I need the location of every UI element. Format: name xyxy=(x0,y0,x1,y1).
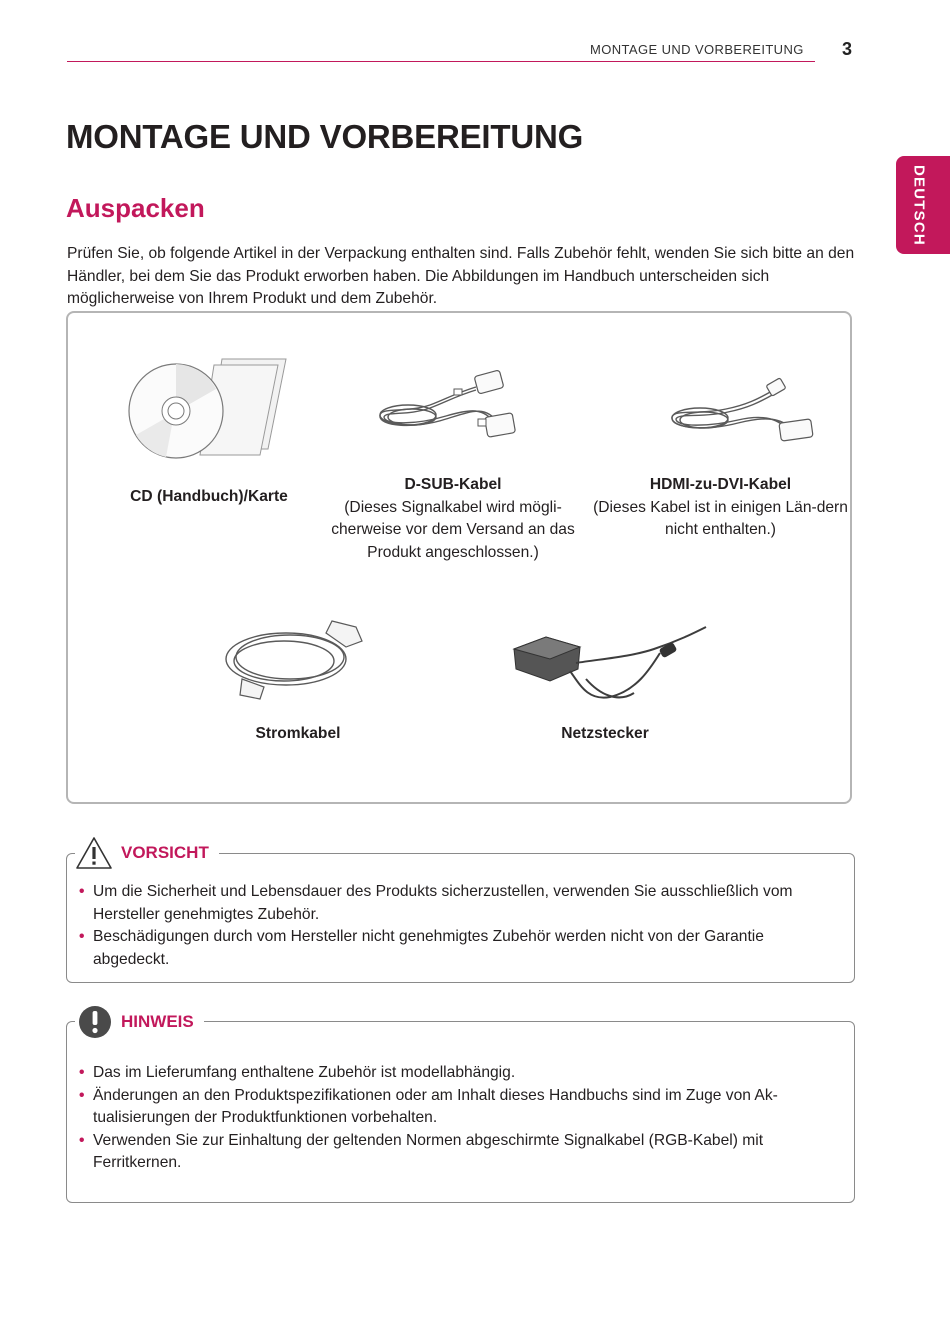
note-title: HINWEIS xyxy=(121,1012,194,1031)
caution-title: VORSICHT xyxy=(121,843,209,862)
caution-list xyxy=(79,881,819,971)
hdmi-dvi-cable-icon xyxy=(668,375,828,457)
list-item: • Verwenden Sie zur Einhaltung der geltenden Normen abgeschirmte Signalkabel (RGB-Kabel) mit Ferritkernen. xyxy=(79,1130,819,1175)
note-header xyxy=(75,1004,204,1040)
power-adapter-icon xyxy=(510,619,720,709)
note-list xyxy=(79,1062,819,1175)
intro-paragraph: Prüfen Sie, ob folgende Artikel in der Verpackung enthalten sind. Falls Zubehör fehlt, wenden Sie sich bitte an den Händler, bei dem Sie das Produkt erworben haben. Die Abbildungen im Handbuch unterscheiden sich möglicherweise von Ihrem Produkt und dem Zubehör. xyxy=(67,245,855,307)
language-tab xyxy=(896,156,950,254)
list-item: • Das im Lieferumfang enthaltene Zubehör ist modellabhängig. xyxy=(79,1062,819,1085)
accessory-name: Netzstecker xyxy=(561,725,649,742)
accessory-power-cord xyxy=(218,723,378,746)
accessory-name: HDMI-zu-DVI-Kabel xyxy=(649,476,792,493)
power-cord-icon xyxy=(220,609,368,705)
cd-card-icon xyxy=(126,353,290,465)
accessory-name: D-SUB-Kabel xyxy=(404,476,502,493)
accessory-power-adapter xyxy=(525,723,685,746)
accessory-dsub xyxy=(313,474,593,564)
accessory-note: (Dieses Kabel ist in einigen Län-dern nicht enthalten.) xyxy=(593,498,848,538)
language-tab-label: DEUTSCH xyxy=(910,164,928,246)
accessory-cd xyxy=(114,486,304,509)
running-header-section: MONTAGE UND VORBEREITUNG xyxy=(590,42,804,57)
dsub-cable-icon xyxy=(376,365,536,455)
warning-triangle-icon xyxy=(75,836,113,870)
accessory-box xyxy=(66,311,852,804)
accessory-name: Stromkabel xyxy=(255,725,341,742)
list-item: • Beschädigungen durch vom Hersteller nicht genehmigtes Zubehör werden nicht von der Garantie abgedeckt. xyxy=(79,926,819,971)
accessory-name: CD (Handbuch)/Karte xyxy=(130,488,288,505)
caution-box xyxy=(66,843,855,983)
list-item: • Änderungen an den Produktspezifikationen oder am Inhalt dieses Handbuchs sind im Zuge von Ak-tualisierungen der Produktfunktionen vorbehalten. xyxy=(79,1085,819,1130)
accessory-hdmi-dvi xyxy=(593,474,848,542)
accessory-note: (Dieses Signalkabel wird mögli-cherweise vor dem Versand an das Produkt angeschlossen.) xyxy=(331,498,575,561)
exclamation-circle-icon xyxy=(75,1004,113,1040)
list-item: • Um die Sicherheit und Lebensdauer des Produkts sicherzustellen, verwenden Sie ausschließlich vom Hersteller genehmigtes Zubehör. xyxy=(79,881,819,926)
caution-header xyxy=(75,836,219,870)
section-title: Auspacken xyxy=(66,193,205,223)
page-title: MONTAGE UND VORBEREITUNG xyxy=(66,118,584,155)
header-rule xyxy=(67,61,815,62)
note-box xyxy=(66,1012,855,1203)
page-number: 3 xyxy=(842,39,853,59)
